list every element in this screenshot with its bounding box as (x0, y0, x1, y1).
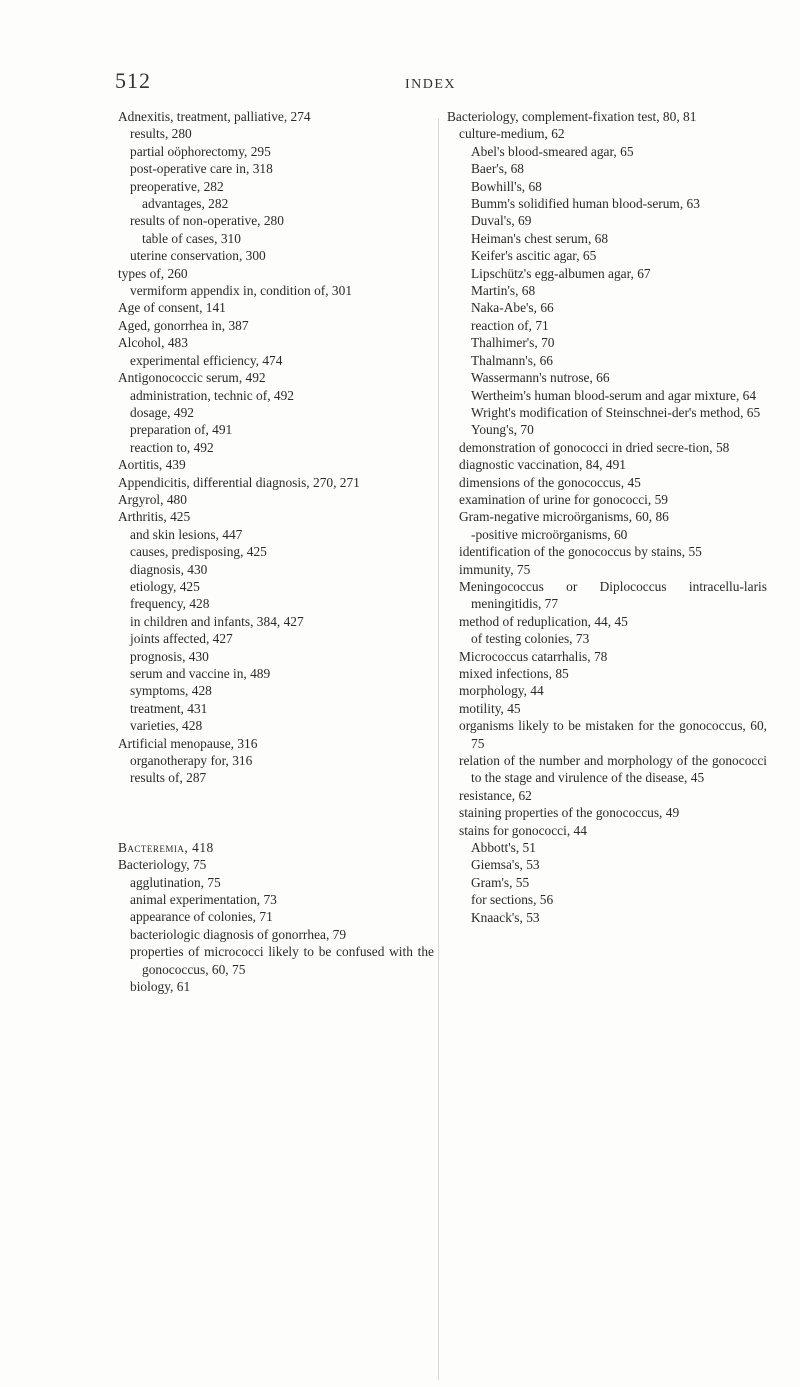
index-subentry: organisms likely to be mistaken for the gonococcus, 60, 75 (459, 718, 767, 751)
index-subentry: partial oöphorectomy, 295 (130, 143, 271, 159)
index-main-entry: Alcohol, 483 (118, 335, 188, 351)
index-subentry: Martin's, 68 (471, 283, 536, 299)
index-subentry: diagnosis, 430 (130, 561, 208, 577)
index-main-entry: Argyrol, 480 (118, 491, 187, 507)
index-subentry: Gram's, 55 (471, 874, 530, 890)
index-subentry: preparation of, 491 (130, 422, 233, 438)
index-subentry: treatment, 431 (130, 700, 208, 716)
index-subentry: advantages, 282 (142, 196, 229, 212)
index-subentry: etiology, 425 (130, 578, 200, 594)
index-subentry: reaction of, 71 (471, 317, 549, 333)
index-subentry: bacteriologic diagnosis of gonorrhea, 79 (130, 926, 347, 942)
index-subentry: demonstration of gonococci in dried secre-tion, 58 (459, 439, 730, 455)
index-subentry: diagnostic vaccination, 84, 491 (459, 457, 626, 473)
index-subentry: Knaack's, 53 (471, 909, 540, 925)
index-subentry: administration, technic of, 492 (130, 387, 294, 403)
index-main-entry: Aortitis, 439 (118, 457, 186, 473)
index-subentry: identification of the gonococcus by stains, 55 (459, 544, 702, 560)
index-subentry: causes, predisposing, 425 (130, 544, 267, 560)
index-subentry: uterine conservation, 300 (130, 248, 266, 264)
running-head: INDEX (405, 77, 457, 92)
index-subentry: symptoms, 428 (130, 683, 212, 699)
index-subentry: Bowhill's, 68 (471, 178, 542, 194)
index-main-entry: Artificial menopause, 316 (118, 735, 258, 751)
index-main-entry: Appendicitis, differential diagnosis, 270, 271 (118, 474, 360, 490)
index-subentry: dosage, 492 (130, 404, 194, 420)
index-subentry: prognosis, 430 (130, 648, 209, 664)
index-subentry: Wassermann's nutrose, 66 (471, 370, 610, 386)
index-main-entry: Adnexitis, treatment, palliative, 274 (118, 109, 311, 124)
index-subentry: Micrococcus catarrhalis, 78 (459, 648, 608, 664)
index-subentry: preoperative, 282 (130, 178, 224, 194)
index-subentry: dimensions of the gonococcus, 45 (459, 474, 641, 490)
index-subentry: biology, 61 (130, 979, 191, 995)
index-subentry: reaction to, 492 (130, 439, 214, 455)
index-subentry: appearance of colonies, 71 (130, 909, 273, 925)
index-subentry: for sections, 56 (471, 892, 554, 908)
index-subentry: Naka-Abe's, 66 (471, 300, 554, 316)
index-subentry: Young's, 70 (471, 422, 534, 438)
index-subentry: Keifer's ascitic agar, 65 (471, 248, 597, 264)
index-main-entry: Arthritis, 425 (118, 509, 191, 525)
index-subentry: joints affected, 427 (130, 631, 233, 647)
index-subentry: Heiman's chest serum, 68 (471, 230, 609, 246)
index-subentry: stains for gonococci, 44 (459, 822, 587, 838)
index-subentry: Lipschütz's egg-albumen agar, 67 (471, 265, 651, 281)
section-gap (118, 787, 434, 839)
index-column-right (447, 108, 767, 926)
index-subentry: serum and vaccine in, 489 (130, 666, 271, 681)
index-subentry: vermiform appendix in, condition of, 301 (130, 283, 353, 299)
index-subentry: Bumm's solidified human blood-serum, 63 (471, 196, 700, 212)
index-subentry: Thalmann's, 66 (471, 352, 553, 368)
index-subentry: agglutination, 75 (130, 874, 221, 890)
index-subentry: Meningococcus or Diplococcus intracellu-laris meningitidis, 77 (459, 578, 767, 612)
index-subentry: and skin lesions, 447 (130, 526, 243, 542)
index-subentry: mixed infections, 85 (459, 666, 569, 681)
index-subentry: Abel's blood-smeared agar, 65 (471, 143, 634, 159)
index-column-left (118, 108, 434, 996)
index-subentry: staining properties of the gonococcus, 49 (459, 805, 680, 821)
index-subentry: Duval's, 69 (471, 213, 532, 229)
index-main-entry: Antigonococcic serum, 492 (118, 370, 266, 386)
index-subentry: results, 280 (130, 126, 192, 142)
index-subentry: motility, 45 (459, 700, 521, 716)
index-subentry: results of non-operative, 280 (130, 213, 284, 229)
index-subentry: Gram-negative microörganisms, 60, 86 (459, 509, 669, 525)
index-main-entry: Bacteriology, complement-fixation test, 80, 81 (447, 109, 697, 124)
index-main-entry: Bacteremia, 418 (118, 839, 214, 855)
index-subentry: Wertheim's human blood-serum and agar mixture, 64 (471, 387, 757, 403)
index-subentry: varieties, 428 (130, 718, 203, 734)
index-main-entry: Aged, gonorrhea in, 387 (118, 317, 249, 333)
index-subentry: examination of urine for gonococci, 59 (459, 491, 668, 507)
index-subentry: Wright's modification of Steinschnei-der's method, 65 (471, 404, 761, 420)
index-subentry: post-operative care in, 318 (130, 161, 273, 177)
index-subentry: frequency, 428 (130, 596, 210, 612)
index-subentry: method of reduplication, 44, 45 (459, 613, 628, 629)
index-subentry: results of, 287 (130, 770, 207, 786)
index-subentry: animal experimentation, 73 (130, 892, 277, 908)
index-subentry: morphology, 44 (459, 683, 544, 699)
index-subentry: Baer's, 68 (471, 161, 524, 177)
index-subentry: culture-medium, 62 (459, 126, 565, 142)
index-subentry: immunity, 75 (459, 561, 531, 577)
index-subentry: properties of micrococci likely to be confused with the gonococcus, 60, 75 (130, 944, 434, 977)
index-subentry: relation of the number and morphology of the gonococci to the stage and virulence of the disease, 45 (459, 753, 767, 786)
index-subentry: organotherapy for, 316 (130, 753, 253, 769)
column-divider (438, 118, 439, 1380)
page-number: 512 (115, 68, 151, 93)
index-subentry: experimental efficiency, 474 (130, 352, 283, 368)
index-main-entry: types of, 260 (118, 265, 188, 281)
index-subentry: resistance, 62 (459, 787, 532, 803)
index-main-entry: Age of consent, 141 (118, 300, 226, 316)
index-main-entry: Bacteriology, 75 (118, 857, 207, 873)
index-subentry: Giemsa's, 53 (471, 857, 540, 873)
index-subentry: -positive microörganisms, 60 (471, 526, 628, 542)
index-subentry: Thalhimer's, 70 (471, 335, 555, 351)
index-subentry: of testing colonies, 73 (471, 631, 590, 647)
index-subentry: table of cases, 310 (142, 230, 241, 246)
index-subentry: Abbott's, 51 (471, 840, 536, 856)
index-subentry: in children and infants, 384, 427 (130, 613, 304, 629)
